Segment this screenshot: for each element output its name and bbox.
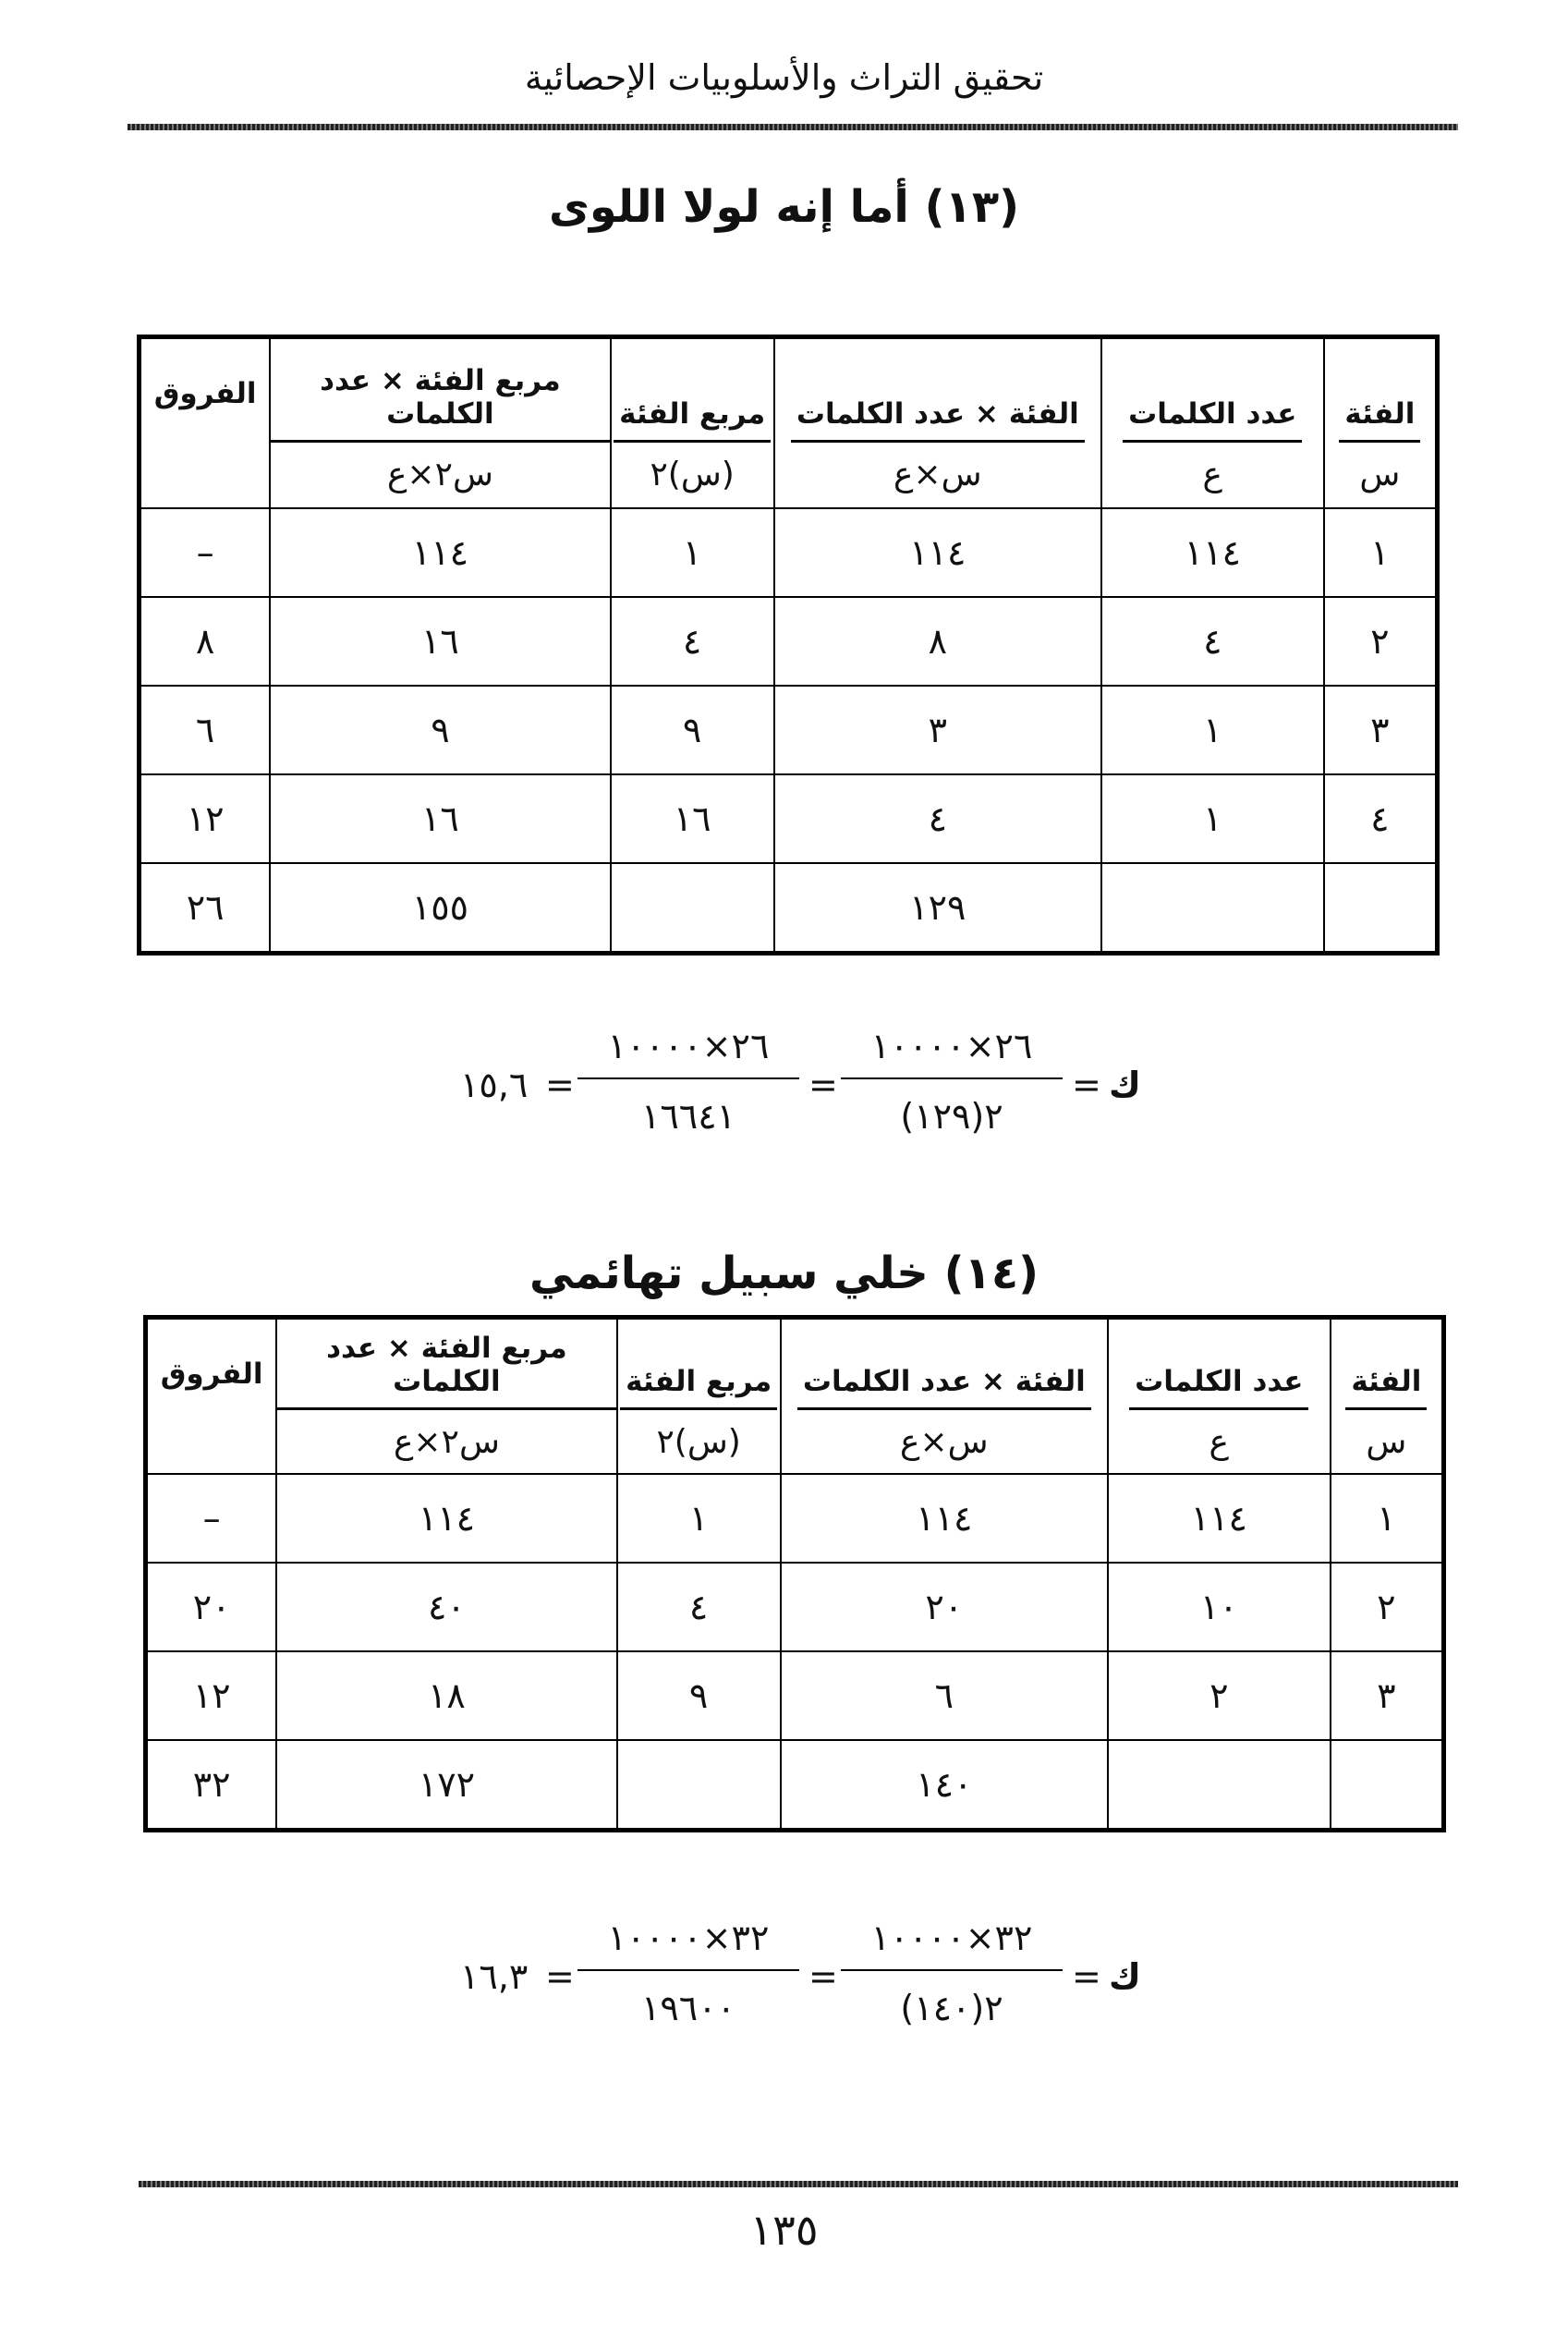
formula-numerator: ٢٦×١٠٠٠٠ xyxy=(841,1026,1063,1079)
header-class-squared-symbol: (س)٢ xyxy=(617,1423,781,1474)
table-cell: ٦ xyxy=(140,686,271,774)
formula-fraction-simplified xyxy=(577,1917,799,2028)
table-cell: ٩ xyxy=(617,1651,781,1740)
table-row xyxy=(140,597,1438,686)
table-cell: ٤ xyxy=(617,1563,781,1651)
total-cell: ٢٦ xyxy=(140,863,271,954)
footer-rule xyxy=(139,2181,1458,2187)
formula-result: ١٦,٣ xyxy=(460,1956,529,1997)
total-cell xyxy=(617,1740,781,1831)
table-cell: ١ xyxy=(611,508,774,597)
table-cell: ٤ xyxy=(1324,774,1438,863)
table-row xyxy=(140,508,1438,597)
table-cell: ٤ xyxy=(1101,597,1324,686)
table-cell: ١١٤ xyxy=(276,1474,616,1563)
table-cell: ١ xyxy=(1101,774,1324,863)
section-13-table xyxy=(137,335,1440,956)
total-cell: ١٧٢ xyxy=(276,1740,616,1831)
section-14-title: (١٤) خلي سبيل تهائمي xyxy=(529,1248,1039,1299)
table-cell: ٢ xyxy=(1331,1563,1444,1651)
total-cell xyxy=(1101,863,1324,954)
formula-equals: = xyxy=(808,1956,838,1997)
table-cell: ١٨ xyxy=(276,1651,616,1740)
formula-k: ك xyxy=(1109,1065,1141,1105)
formula-fraction xyxy=(841,1917,1063,2028)
table-row xyxy=(140,774,1438,863)
table-cell: ١١٤ xyxy=(1108,1474,1331,1563)
header-word-count-symbol: ع xyxy=(1101,456,1324,508)
section-13-formula xyxy=(0,1026,1568,1155)
formula-numerator: ٣٢×١٠٠٠٠ xyxy=(577,1917,799,1971)
header-word-count-symbol: ع xyxy=(1108,1423,1331,1474)
formula-equals: = xyxy=(545,1065,575,1105)
formula-denominator: (١٢٩)٢ xyxy=(900,1096,1003,1137)
header-class: الفئة xyxy=(1345,1365,1427,1410)
total-cell: ٣٢ xyxy=(146,1740,277,1831)
table-cell: ١٠ xyxy=(1108,1563,1331,1651)
table-cell: ١ xyxy=(1331,1474,1444,1563)
table-cell: ٤٠ xyxy=(276,1563,616,1651)
table-cell: ١٦ xyxy=(611,774,774,863)
formula-equals: = xyxy=(1072,1065,1101,1105)
formula-denominator: ١٩٦٠٠ xyxy=(640,1988,736,2028)
table-cell: ١١٤ xyxy=(270,508,610,597)
total-cell xyxy=(1108,1740,1331,1831)
formula-fraction-simplified xyxy=(577,1026,799,1137)
header-class-symbol: س xyxy=(1324,456,1438,508)
formula-denominator: ١٦٦٤١ xyxy=(640,1096,736,1137)
header-word-count: عدد الكلمات xyxy=(1123,397,1302,443)
header-squared-times-count-symbol: س٢×ع xyxy=(276,1423,616,1474)
table-cell: ٩ xyxy=(270,686,610,774)
total-cell xyxy=(611,863,774,954)
table-row xyxy=(146,1651,1444,1740)
table-cell: ١٦ xyxy=(270,774,610,863)
table-cell: ١٢ xyxy=(140,774,271,863)
header-class-times-count: الفئة × عدد الكلمات xyxy=(797,1365,1091,1410)
table-row xyxy=(140,686,1438,774)
table-cell: ١ xyxy=(1101,686,1324,774)
totals-row xyxy=(146,1740,1444,1831)
header-squared-times-count: مربع الفئة × عدد الكلمات xyxy=(271,364,609,443)
formula-numerator: ٣٢×١٠٠٠٠ xyxy=(841,1917,1063,1971)
totals-row xyxy=(140,863,1438,954)
formula-denominator: (١٤٠)٢ xyxy=(900,1988,1003,2028)
running-header: تحقيق التراث والأسلوبيات الإحصائية xyxy=(524,57,1044,98)
table-cell: – xyxy=(140,508,271,597)
page-number: ١٣٥ xyxy=(749,2205,819,2255)
header-class-squared: مربع الفئة xyxy=(614,397,771,443)
table-cell: ٩ xyxy=(611,686,774,774)
section-13-title: (١٣) أما إنه لولا اللوى xyxy=(548,181,1020,233)
table-cell: ٨ xyxy=(774,597,1101,686)
header-squared-times-count: مربع الفئة × عدد الكلمات xyxy=(277,1332,615,1410)
table-cell: – xyxy=(146,1474,277,1563)
table-cell: ٦ xyxy=(781,1651,1108,1740)
table-cell: ١٢ xyxy=(146,1651,277,1740)
formula-numerator: ٢٦×١٠٠٠٠ xyxy=(577,1026,799,1079)
header-class-symbol: س xyxy=(1331,1423,1444,1474)
header-class-squared-symbol: (س)٢ xyxy=(611,456,774,508)
table-cell: ١١٤ xyxy=(774,508,1101,597)
header-differences: الفروق xyxy=(153,377,257,410)
formula-k: ك xyxy=(1109,1956,1141,1997)
table-cell: ٣ xyxy=(1324,686,1438,774)
header-class-times-count-symbol: س×ع xyxy=(781,1423,1108,1474)
header-class: الفئة xyxy=(1339,397,1420,443)
total-cell: ١٤٠ xyxy=(781,1740,1108,1831)
total-cell: ١٢٩ xyxy=(774,863,1101,954)
header-differences: الفروق xyxy=(160,1357,263,1391)
table-cell: ١ xyxy=(617,1474,781,1563)
total-cell: ١٥٥ xyxy=(270,863,610,954)
table-cell: ٣ xyxy=(774,686,1101,774)
table-cell: ٣ xyxy=(1331,1651,1444,1740)
header-class-times-count: الفئة × عدد الكلمات xyxy=(791,397,1085,443)
header-rule xyxy=(128,124,1458,130)
formula-equals: = xyxy=(1072,1956,1101,1997)
formula-result: ١٥,٦ xyxy=(460,1065,529,1105)
table-cell: ٢٠ xyxy=(781,1563,1108,1651)
table-cell: ١ xyxy=(1324,508,1438,597)
table-cell: ١١٤ xyxy=(781,1474,1108,1563)
header-squared-times-count-symbol: س٢×ع xyxy=(270,456,610,508)
total-cell xyxy=(1324,863,1438,954)
section-14-formula xyxy=(0,1917,1568,2047)
formula-fraction xyxy=(841,1026,1063,1137)
header-word-count: عدد الكلمات xyxy=(1129,1365,1308,1410)
table-cell: ٤ xyxy=(611,597,774,686)
total-cell xyxy=(1331,1740,1444,1831)
table-cell: ٢٠ xyxy=(146,1563,277,1651)
table-cell: ٤ xyxy=(774,774,1101,863)
header-class-times-count-symbol: س×ع xyxy=(774,456,1101,508)
formula-equals: = xyxy=(808,1065,838,1105)
header-class-squared: مربع الفئة xyxy=(620,1365,777,1410)
table-row xyxy=(146,1563,1444,1651)
table-cell: ٨ xyxy=(140,597,271,686)
table-row xyxy=(146,1474,1444,1563)
table-cell: ١١٤ xyxy=(1101,508,1324,597)
formula-equals: = xyxy=(545,1956,575,1997)
table-cell: ١٦ xyxy=(270,597,610,686)
table-cell: ٢ xyxy=(1324,597,1438,686)
table-cell: ٢ xyxy=(1108,1651,1331,1740)
section-14-table xyxy=(143,1315,1446,1832)
